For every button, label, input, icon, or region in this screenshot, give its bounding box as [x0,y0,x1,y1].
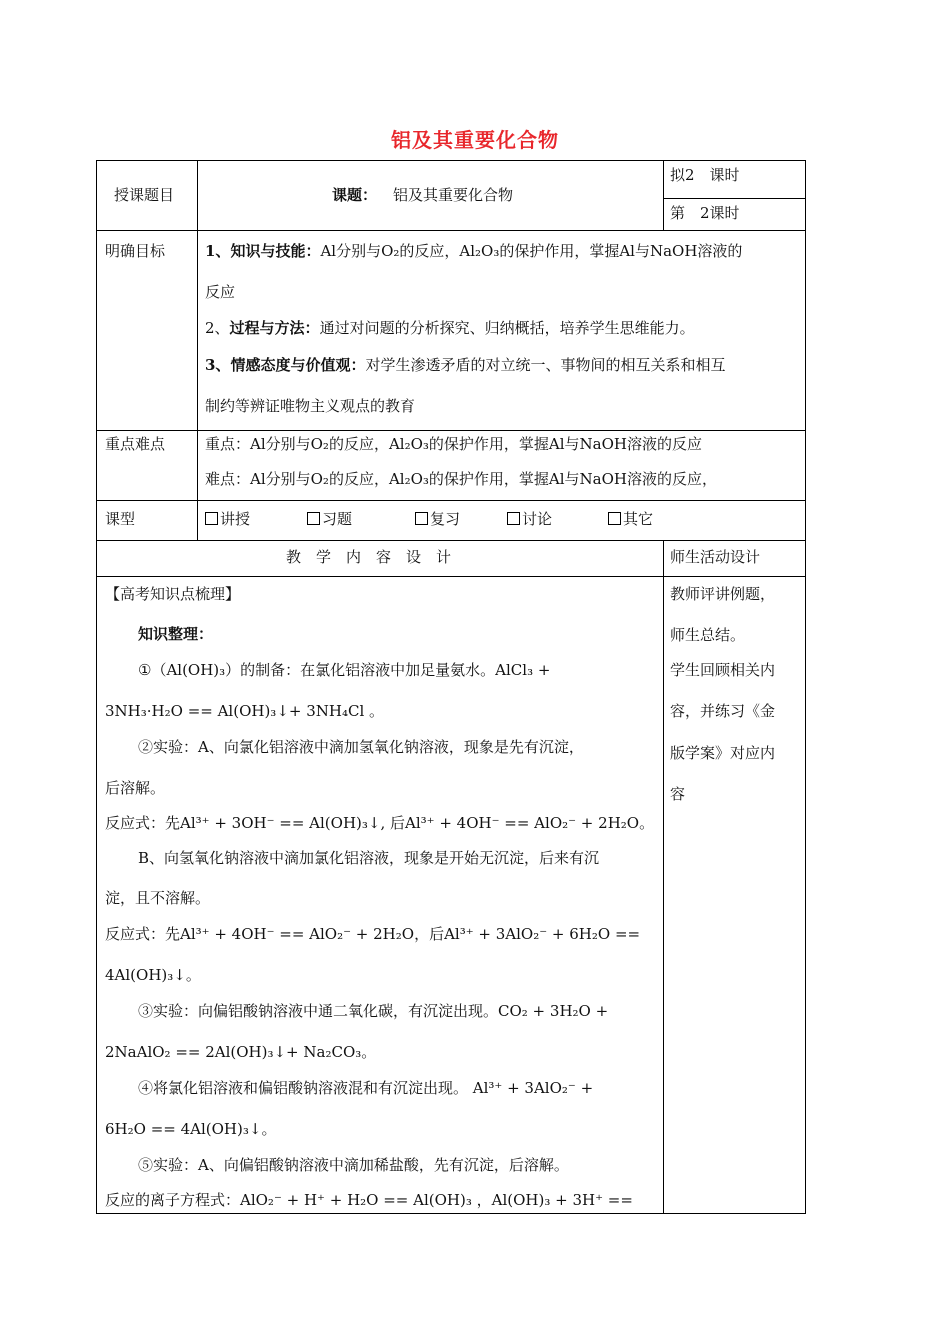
option-review[interactable]: 复习 [415,509,460,529]
col-divider [663,540,664,1214]
para-3d: 4Al(OH)₃↓。 [105,966,201,984]
hard-point: 难点：Al分别与O₂的反应，Al₂O₃的保护作用，掌握Al与NaOH溶液的反应， [205,470,717,488]
option-other[interactable]: 其它 [608,509,653,529]
row-divider [96,230,806,231]
para-2c: 反应式：先Al³⁺ + 3OH⁻ == Al(OH)₃↓, 后Al³⁺ + 4OH⁻ == AlO₂⁻ + 2H₂O。 [105,814,655,832]
key-point: 重点：Al分别与O₂的反应，Al₂O₃的保护作用，掌握Al与NaOH溶液的反应 [205,435,702,453]
para-1a: ①（Al(OH)₃）的制备：在氯化铝溶液中加足量氨水。AlCl₃ + [138,661,551,679]
checkbox-icon [507,512,520,525]
checkbox-icon [307,512,320,525]
content-header: 教 学 内 容 设 计 [286,548,452,566]
label-lesson-type: 课型 [105,510,136,528]
para-5b: 6H₂O == 4Al(OH)₃↓。 [105,1120,277,1138]
hours-planned: 拟2 课时 [670,166,740,184]
para-2b: 后溶解。 [105,779,166,797]
page-title: 铝及其重要化合物 [391,128,559,152]
objective-2: 2、过程与方法：通过对问题的分析探究、归纳概括，培养学生思维能力。 [205,319,695,337]
checkbox-icon [415,512,428,525]
option-exercise[interactable]: 习题 [307,509,352,529]
objective-3-cont: 制约等辨证唯物主义观点的教育 [205,397,416,415]
table-border-top [96,160,806,161]
col-divider [663,160,664,230]
checkbox-icon [608,512,621,525]
objective-3: 3、情感态度与价值观：对学生渗透矛盾的对立统一、事物间的相互关系和相互 [205,356,726,374]
col-divider [197,160,198,540]
topic-value: 铝及其重要化合物 [393,186,514,204]
para-1b: 3NH₃·H₂O == Al(OH)₃↓+ 3NH₄Cl 。 [105,702,385,720]
para-6a: ⑤实验：A、向偏铝酸钠溶液中滴加稀盐酸，先有沉淀，后溶解。 [138,1156,569,1174]
para-5a: ④将氯化铝溶液和偏铝酸钠溶液混和有沉淀出现。 Al³⁺ + 3AlO₂⁻ + [138,1079,594,1097]
table-border-left [96,160,97,1214]
para-4a: ③实验：向偏铝酸钠溶液中通二氧化碳，有沉淀出现。CO₂ + 3H₂O + [138,1002,609,1020]
objective-1-cont: 反应 [205,283,236,301]
section-heading: 【高考知识点梳理】 [105,585,241,603]
hour-current: 第 2课时 [670,204,740,222]
row-divider [96,540,806,541]
activity-line: 版学案》对应内 [670,744,776,762]
activity-line: 容 [670,785,686,803]
para-4b: 2NaAlO₂ == 2Al(OH)₃↓+ Na₂CO₃。 [105,1043,377,1061]
row-divider [96,430,806,431]
table-border-right [805,160,806,1214]
topic-label: 课题： [332,186,378,204]
checkbox-icon [205,512,218,525]
lesson-plan-table [96,160,806,1214]
label-objectives: 明确目标 [105,242,166,260]
para-6b: 反应的离子方程式：AlO₂⁻ + H⁺ + H₂O == Al(OH)₃ ，Al(OH)₃ + 3H⁺ == [105,1191,633,1209]
activity-line: 学生回顾相关内 [670,661,776,679]
option-discussion[interactable]: 讨论 [507,509,552,529]
para-3a: B、向氢氧化钠溶液中滴加氯化铝溶液，现象是开始无沉淀，后来有沉 [138,849,600,867]
activity-header: 师生活动设计 [670,548,761,566]
objective-1: 1、知识与技能：Al分别与O₂的反应，Al₂O₃的保护作用，掌握Al与NaOH溶液的 [205,242,743,260]
option-lecture[interactable]: 讲授 [205,509,250,529]
label-keypoints: 重点难点 [105,435,166,453]
activity-line: 容，并练习《金 [670,702,776,720]
activity-line: 师生总结。 [670,626,746,644]
table-border-bottom [96,1213,806,1214]
row-divider [96,576,806,577]
para-2a: ②实验：A、向氯化铝溶液中滴加氢氧化钠溶液，现象是先有沉淀， [138,738,584,756]
activity-line: 教师评讲例题， [670,585,776,603]
row-divider [96,500,806,501]
para-3c: 反应式：先Al³⁺ + 4OH⁻ == AlO₂⁻ + 2H₂O，后Al³⁺ + 3AlO₂⁻ + 6H₂O == [105,925,641,943]
para-3b: 淀，且不溶解。 [105,889,211,907]
subsection-heading: 知识整理： [138,625,214,643]
row-divider [663,198,806,199]
label-course-title: 授课题目 [114,186,175,204]
